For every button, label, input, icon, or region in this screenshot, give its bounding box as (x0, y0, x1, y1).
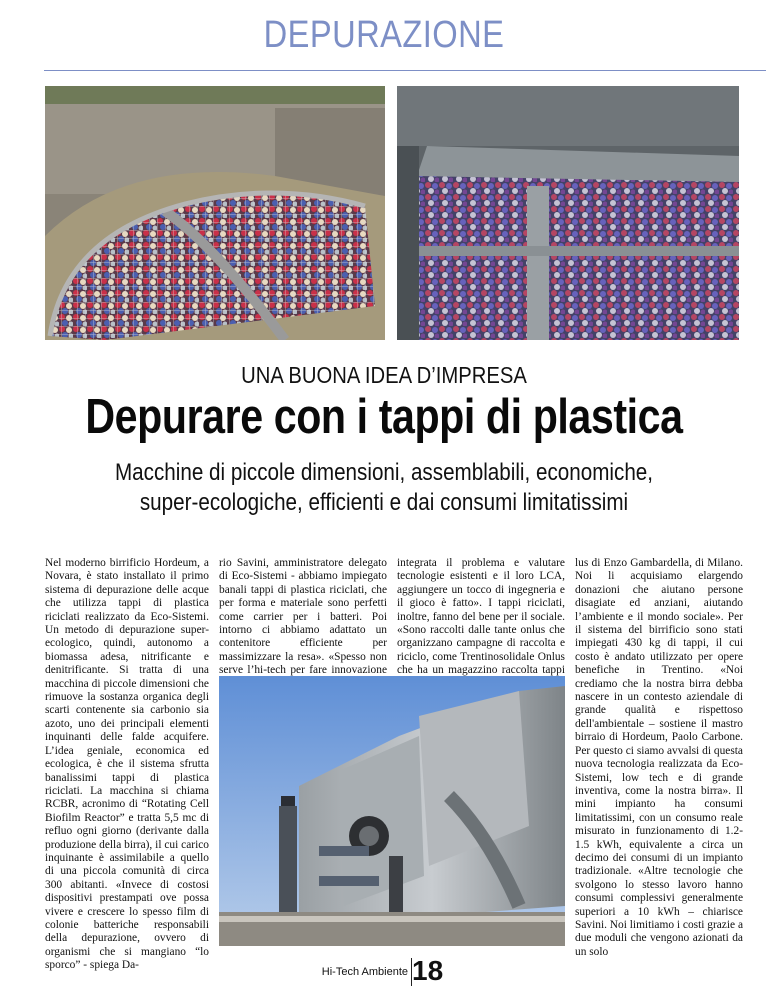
page-footer (300, 955, 470, 985)
column-4-text: lus di Enzo Gambardella, di Milano. Noi li acquisiamo elargendo donazioni che aiutano persone disagiate ed anziani, aiutando l’ambiente e il mondo sociale». Per il sistema del birrificio sono stati impiegati 430 kg di tappi, il cui costo è andato utilizzato per opere benefiche in Trentino. «Noi crediamo che la nostra birra debba nascere in un contesto aziendale di grande qualità e rispettoso dell'ambientale – sostiene il mastro birraio di Hordeum, Paolo Carbone. Per questo ci siamo avvalsi di questa nuova tecnologia realizzata da Eco-Sistemi, low tech e di grande inventiva, come la nostra birra». Il mini impianto ha consumi limitatissimi, con un consumo reale misurato in funzionamento di 1.2-1.5 kWh, equivalente a circa un decimo dei consumi di un impianto tradizionale. «Altre tecnologie che svolgono lo stesso lavoro hanno consumi complessivi generalmente superiori a 10 kWh – chiarisce Savini. Noi limitiamo i costi grazie a due moduli che vengono azionati da un solo (575, 557, 743, 958)
kicker: UNA BUONA IDEA D’IMPRESA (241, 362, 527, 388)
photo-caps-cage (45, 86, 385, 340)
header-rule (44, 70, 766, 71)
section-title: DEPURAZIONE (263, 14, 505, 56)
article-column-4 (575, 557, 743, 977)
photo-rcbr-machine (219, 676, 565, 946)
subheadline: Macchine di piccole dimensioni, assemblabili, economiche, super-ecologiche, efficienti e dai consumi limitatissimi (114, 459, 654, 516)
column-3-text: integrata il problema e valutare tecnologie esistenti e il loro LCA, aggiungere un tocco di ingegneria e il gioco è fatto». I tappi riciclati, inoltre, fanno del bene per il sociale. «Sono raccolti dalle tante onlus che organizzano campagne di raccolta e riciclo, come Trentinosolidale Onlus che ha un magazzino raccolta tappi (397, 557, 565, 677)
article-column-1 (45, 557, 209, 977)
column-2-text: rio Savini, amministratore delegato di Eco-Sistemi - abbiamo impiegato banali tappi di plastica riciclati, che per forma e materiale sono perfetti come carrier per i batteri. Poi intorno ci abbiamo adattato un contenitore efficiente per massimizzare la resa». «Spesso non serve l’hi-tech per fare innovazione (219, 557, 387, 677)
headline: Depurare con i tappi di plastica (85, 390, 683, 444)
publication-name: Hi-Tech Ambiente (321, 966, 408, 978)
photo-caps-water (397, 86, 739, 340)
page-number: 18 (412, 955, 444, 986)
article-column-3 (397, 557, 565, 677)
article-column-2 (219, 557, 387, 677)
column-1-text: Nel moderno birrificio Hordeum, a Novara, è stato installato il primo sistema di depurazione delle acque che utilizza tappi di plastica riciclati realizzato da Eco-Sistemi. Un metodo di depurazione super-ecologico, quindi, autonomo a biomassa adesa, nitrificante e denitrificante. Si tratta di una macchina di piccole dimensioni che rimuove la sostanza organica degli scarti contenente sia carbonio sia azoto, uno dei principali elementi inquinanti delle falde acquifere. L’idea geniale, economica ed ecologica, è che il sistema sfrutta banalissimi tappi di plastica riciclati. La macchina si chiama RCBR, acronimo di “Rotating Cell Biofilm Reactor” e tratta 5,5 mc di refluo ogni giorno (derivante dalla produzione della birra), il cui carico inquinante è assimilabile a quello di una piccola comunità di circa 300 abitanti. «Invece di costosi dispositivi prestampati ove possa vivere e crescere lo spesso film di colonie batteriche responsabili della depurazione, ovvero di organismi che si mangiano “lo sporco” - spiega Da- (45, 557, 209, 972)
